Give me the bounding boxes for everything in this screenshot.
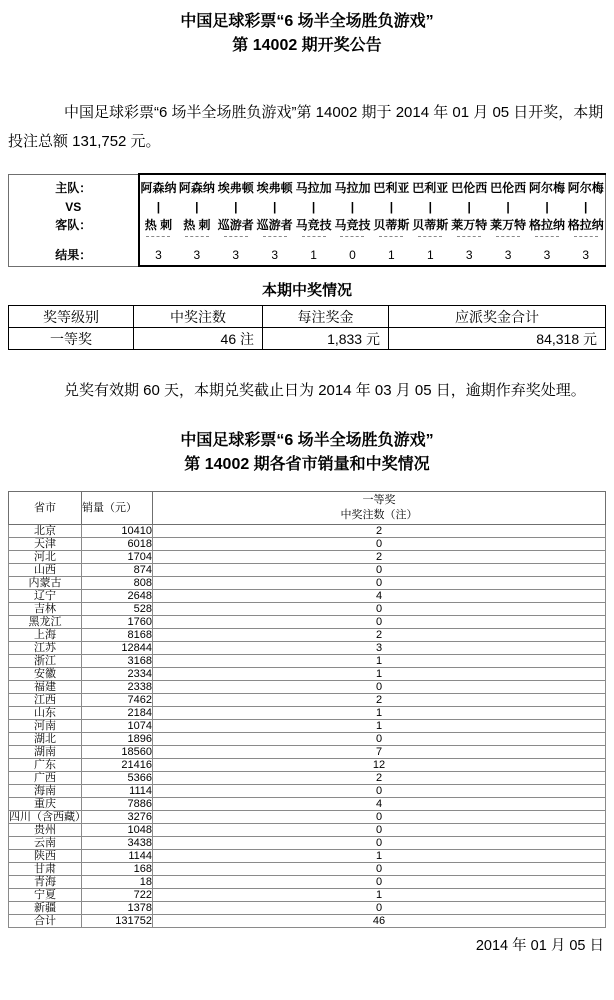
first-prize-count-cell: 1	[153, 668, 606, 681]
prize-header-per-bet-amount: 每注奖金	[263, 306, 389, 328]
vs-separator-cell: |	[467, 199, 471, 214]
underline-dash	[379, 236, 403, 237]
province-name-cell: 青海	[9, 876, 82, 889]
first-prize-count-cell: 7	[153, 746, 606, 759]
underline-dash	[224, 236, 248, 237]
first-prize-count-cell: 0	[153, 681, 606, 694]
province-name-cell: 四川（含西藏）	[9, 811, 86, 823]
away-team-name: 巡游者	[217, 218, 254, 232]
first-prize-count-cell: 0	[153, 577, 606, 590]
province-row	[9, 811, 606, 824]
vs-separator-cell: |	[156, 199, 161, 214]
province-row	[9, 668, 606, 681]
province-row	[9, 824, 606, 837]
match-results-table	[8, 173, 606, 267]
underline-dash	[574, 236, 598, 237]
province-name-cell: 河南	[9, 720, 82, 733]
first-prize-count-cell: 2	[153, 694, 606, 707]
vs-separator-cell: |	[506, 199, 510, 214]
province-row	[9, 707, 606, 720]
province-row	[9, 681, 606, 694]
sales-amount-cell: 3438	[82, 837, 153, 850]
prize-header-level: 奖等级别	[9, 306, 134, 328]
home-team-cell: 阿森纳	[139, 174, 178, 197]
match-row-label: 客队：	[9, 216, 139, 244]
province-section-title-line2: 第 14002 期各省市销量和中奖情况	[184, 456, 430, 473]
prize-section-title: 本期中奖情况	[261, 282, 352, 299]
page-title	[0, 10, 614, 58]
province-row	[9, 590, 606, 603]
result-cell: 3	[528, 244, 567, 266]
page-title-line2: 第 14002 期开奖公告	[232, 37, 382, 54]
first-prize-count-cell: 0	[153, 603, 606, 616]
sales-amount-cell: 2334	[82, 668, 153, 681]
province-section-title-line1: 中国足球彩票“6 场半全场胜负游戏”	[180, 432, 434, 449]
province-row	[9, 889, 606, 902]
match-table-row-vs	[9, 197, 606, 216]
underline-dash	[263, 236, 287, 237]
first-prize-count-cell: 0	[153, 733, 606, 746]
sales-amount-cell: 21416	[82, 759, 153, 772]
sales-amount-cell: 7886	[82, 798, 153, 811]
sales-amount-cell: 2184	[82, 707, 153, 720]
first-prize-count-cell: 1	[153, 655, 606, 668]
away-team-cell	[255, 216, 294, 244]
province-name-cell: 广东	[9, 759, 82, 772]
first-prize-count-cell: 0	[153, 785, 606, 798]
match-row-label: VS	[9, 197, 139, 216]
province-name-cell: 湖北	[9, 733, 82, 746]
sales-amount-cell: 3168	[82, 655, 153, 668]
result-cell: 3	[177, 244, 216, 266]
province-name-cell: 辽宁	[9, 590, 82, 603]
prize-header-winning-bets: 中奖注数	[134, 306, 263, 328]
result-cell: 3	[216, 244, 255, 266]
sales-amount-cell: 6018	[82, 538, 153, 551]
per-bet-amount-cell: 1,833 元	[263, 328, 389, 350]
away-team-cell	[177, 216, 216, 244]
underline-dash	[535, 236, 559, 237]
underline-dash	[457, 236, 481, 237]
first-prize-count-cell: 46	[153, 915, 606, 928]
first-prize-count-cell: 1	[153, 707, 606, 720]
first-prize-count-cell: 4	[153, 798, 606, 811]
province-section-title	[0, 429, 614, 477]
province-name-cell: 甘肃	[9, 863, 82, 876]
first-prize-count-cell: 0	[153, 616, 606, 629]
away-team-cell	[528, 216, 567, 244]
sales-amount-cell: 3276	[82, 811, 153, 824]
away-team-cell	[216, 216, 255, 244]
province-name-cell: 江西	[9, 694, 82, 707]
sales-amount-cell: 1114	[82, 785, 153, 798]
away-team-cell	[411, 216, 450, 244]
footer-date: 2014 年 01 月 05 日	[475, 938, 604, 954]
away-team-name: 热 刺	[183, 218, 211, 232]
home-team-cell: 巴伦西	[450, 174, 489, 197]
sales-amount-cell: 8168	[82, 629, 153, 642]
home-team-cell: 马拉加	[333, 174, 372, 197]
first-prize-count-cell: 0	[153, 824, 606, 837]
first-prize-count-cell: 0	[153, 863, 606, 876]
first-prize-count-cell: 0	[153, 538, 606, 551]
province-name-cell: 吉林	[9, 603, 82, 616]
first-prize-count-cell: 0	[153, 564, 606, 577]
province-name-cell: 内蒙古	[9, 577, 82, 590]
match-row-label: 结果：	[9, 244, 139, 266]
province-row	[9, 798, 606, 811]
first-prize-count-cell: 0	[153, 811, 606, 824]
province-name-cell: 重庆	[9, 798, 82, 811]
province-header-name: 省市	[9, 492, 82, 525]
away-team-name: 马竞技	[334, 218, 371, 232]
page-title-line1: 中国足球彩票“6 场半全场胜负游戏”	[180, 13, 434, 30]
sales-amount-cell: 5366	[82, 772, 153, 785]
province-header-first-prize-line1: 一等奖	[362, 494, 396, 506]
vs-separator-cell: |	[428, 199, 432, 214]
home-team-cell: 阿森纳	[177, 174, 216, 197]
province-row	[9, 577, 606, 590]
province-name-cell: 安徽	[9, 668, 82, 681]
sales-amount-cell: 131752	[82, 915, 153, 928]
away-team-cell	[566, 216, 605, 244]
away-team-cell	[450, 216, 489, 244]
sales-amount-cell: 1074	[82, 720, 153, 733]
sales-amount-cell: 1048	[82, 824, 153, 837]
away-team-cell	[489, 216, 528, 244]
underline-dash	[418, 236, 442, 237]
underline-dash	[185, 236, 209, 237]
sales-amount-cell: 10410	[82, 525, 153, 538]
redeem-notice: 兑奖有效期 60 天，本期兑奖截止日为 2014 年 03 月 05 日，逾期作弃奖处理。	[64, 382, 586, 399]
home-team-cell: 埃弗顿	[216, 174, 255, 197]
province-row	[9, 616, 606, 629]
home-team-cell: 阿尔梅	[566, 174, 605, 197]
away-team-name: 贝蒂斯	[412, 218, 449, 232]
result-cell: 3	[255, 244, 294, 266]
prize-header-row	[9, 306, 606, 328]
away-team-cell	[139, 216, 178, 244]
away-team-cell	[294, 216, 333, 244]
prize-row	[9, 328, 606, 350]
province-name-cell: 江苏	[9, 642, 82, 655]
away-team-name: 巡游者	[256, 218, 293, 232]
province-row	[9, 772, 606, 785]
vs-separator-cell: |	[195, 199, 199, 214]
province-row	[9, 837, 606, 850]
underline-dash	[340, 236, 364, 237]
match-table-row-away	[9, 216, 606, 244]
province-name-cell: 上海	[9, 629, 82, 642]
first-prize-count-cell: 2	[153, 629, 606, 642]
away-team-name: 格拉纳	[529, 218, 566, 232]
province-row	[9, 759, 606, 772]
vs-separator-cell: |	[584, 199, 588, 214]
vs-separator-cell: |	[350, 199, 355, 214]
sales-amount-cell: 874	[82, 564, 153, 577]
vs-separator-cell: |	[311, 199, 316, 214]
province-row	[9, 538, 606, 551]
result-cell: 0	[333, 244, 372, 266]
province-name-cell: 宁夏	[9, 889, 82, 902]
away-team-name: 莱万特	[451, 218, 488, 232]
sales-amount-cell: 1704	[82, 551, 153, 564]
home-team-cell: 埃弗顿	[255, 174, 294, 197]
total-row	[9, 915, 606, 928]
sales-amount-cell: 1896	[82, 733, 153, 746]
result-cell: 3	[489, 244, 528, 266]
province-row	[9, 551, 606, 564]
underline-dash	[146, 236, 170, 237]
sales-amount-cell: 168	[82, 863, 153, 876]
away-team-name: 马竞技	[295, 218, 332, 232]
province-header-first-prize-line2: 中奖注数（注）	[340, 509, 418, 521]
away-team-cell	[372, 216, 411, 244]
province-row	[9, 603, 606, 616]
sales-amount-cell: 18560	[82, 746, 153, 759]
province-name-cell: 福建	[9, 681, 82, 694]
province-name-cell: 浙江	[9, 655, 82, 668]
province-name-cell: 河北	[9, 551, 82, 564]
province-row	[9, 746, 606, 759]
home-team-cell: 阿尔梅	[528, 174, 567, 197]
first-prize-count-cell: 1	[153, 889, 606, 902]
away-team-name: 格拉纳	[567, 218, 604, 232]
province-name-cell: 海南	[9, 785, 82, 798]
first-prize-count-cell: 0	[153, 902, 606, 915]
result-cell: 3	[139, 244, 178, 266]
sales-amount-cell: 722	[82, 889, 153, 902]
first-prize-count-cell: 1	[153, 720, 606, 733]
result-cell: 1	[411, 244, 450, 266]
vs-separator-cell: |	[389, 199, 394, 214]
province-row	[9, 720, 606, 733]
match-table-row-result	[9, 244, 606, 266]
prize-summary-table	[8, 305, 606, 350]
province-row	[9, 863, 606, 876]
province-row	[9, 694, 606, 707]
result-cell: 3	[566, 244, 605, 266]
province-row	[9, 629, 606, 642]
first-prize-count-cell: 2	[153, 551, 606, 564]
province-header-sales: 销量（元）	[82, 492, 153, 525]
province-name-cell: 北京	[9, 525, 82, 538]
away-team-name: 热 刺	[144, 218, 173, 232]
province-row	[9, 785, 606, 798]
sales-amount-cell: 528	[82, 603, 153, 616]
result-cell: 1	[372, 244, 411, 266]
province-row	[9, 525, 606, 538]
sales-amount-cell: 12844	[82, 642, 153, 655]
away-team-cell	[333, 216, 372, 244]
sales-amount-cell: 2338	[82, 681, 153, 694]
province-row	[9, 876, 606, 889]
home-team-cell: 巴利亚	[372, 174, 411, 197]
sales-amount-cell: 1760	[82, 616, 153, 629]
total-payout-cell: 84,318 元	[389, 328, 606, 350]
province-name-cell: 广西	[9, 772, 82, 785]
province-name-cell: 合计	[9, 915, 82, 928]
sales-amount-cell: 7462	[82, 694, 153, 707]
sales-amount-cell: 1144	[82, 850, 153, 863]
province-name-cell: 云南	[9, 837, 82, 850]
first-prize-count-cell: 2	[153, 525, 606, 538]
province-sales-table	[8, 491, 606, 928]
vs-separator-cell: |	[272, 199, 277, 214]
match-table-row-home	[9, 174, 606, 197]
sales-amount-cell: 1378	[82, 902, 153, 915]
away-team-name: 贝蒂斯	[373, 218, 410, 232]
first-prize-count-cell: 12	[153, 759, 606, 772]
province-header-first-prize	[153, 492, 606, 525]
province-name-cell: 湖南	[9, 746, 82, 759]
sales-amount-cell: 18	[82, 876, 153, 889]
province-name-cell: 山西	[9, 564, 82, 577]
province-name-cell: 黑龙江	[9, 616, 82, 629]
province-row	[9, 902, 606, 915]
prize-header-total-payout: 应派奖金合计	[389, 306, 606, 328]
province-name-cell: 天津	[9, 538, 82, 551]
province-name-cell: 陕西	[9, 850, 82, 863]
first-prize-count-cell: 1	[153, 850, 606, 863]
province-name-cell: 贵州	[9, 824, 82, 837]
sales-amount-cell: 2648	[82, 590, 153, 603]
away-team-name: 莱万特	[490, 218, 527, 232]
sales-amount-cell: 808	[82, 577, 153, 590]
province-row	[9, 733, 606, 746]
home-team-cell: 巴伦西	[489, 174, 528, 197]
prize-level-cell: 一等奖	[9, 328, 134, 350]
first-prize-count-cell: 4	[153, 590, 606, 603]
province-row	[9, 642, 606, 655]
underline-dash	[302, 236, 326, 237]
home-team-cell: 巴利亚	[411, 174, 450, 197]
underline-dash	[496, 236, 520, 237]
first-prize-count-cell: 3	[153, 642, 606, 655]
province-row	[9, 655, 606, 668]
province-header-row	[9, 492, 606, 525]
vs-separator-cell: |	[545, 199, 549, 214]
first-prize-count-cell: 0	[153, 837, 606, 850]
province-name-cell: 山东	[9, 707, 82, 720]
first-prize-count-cell: 0	[153, 876, 606, 889]
province-row	[9, 850, 606, 863]
match-row-label: 主队：	[9, 174, 139, 197]
province-row	[9, 564, 606, 577]
first-prize-count-cell: 2	[153, 772, 606, 785]
result-cell: 1	[294, 244, 333, 266]
intro-paragraph: 中国足球彩票“6 场半全场胜负游戏”第 14002 期于 2014 年 01 月 05 日开奖，本期投注总额 131,752 元。	[8, 104, 604, 150]
winning-bets-cell: 46 注	[134, 328, 263, 350]
result-cell: 3	[450, 244, 489, 266]
province-name-cell: 新疆	[9, 902, 82, 915]
home-team-cell: 马拉加	[294, 174, 333, 197]
vs-separator-cell: |	[234, 199, 238, 214]
